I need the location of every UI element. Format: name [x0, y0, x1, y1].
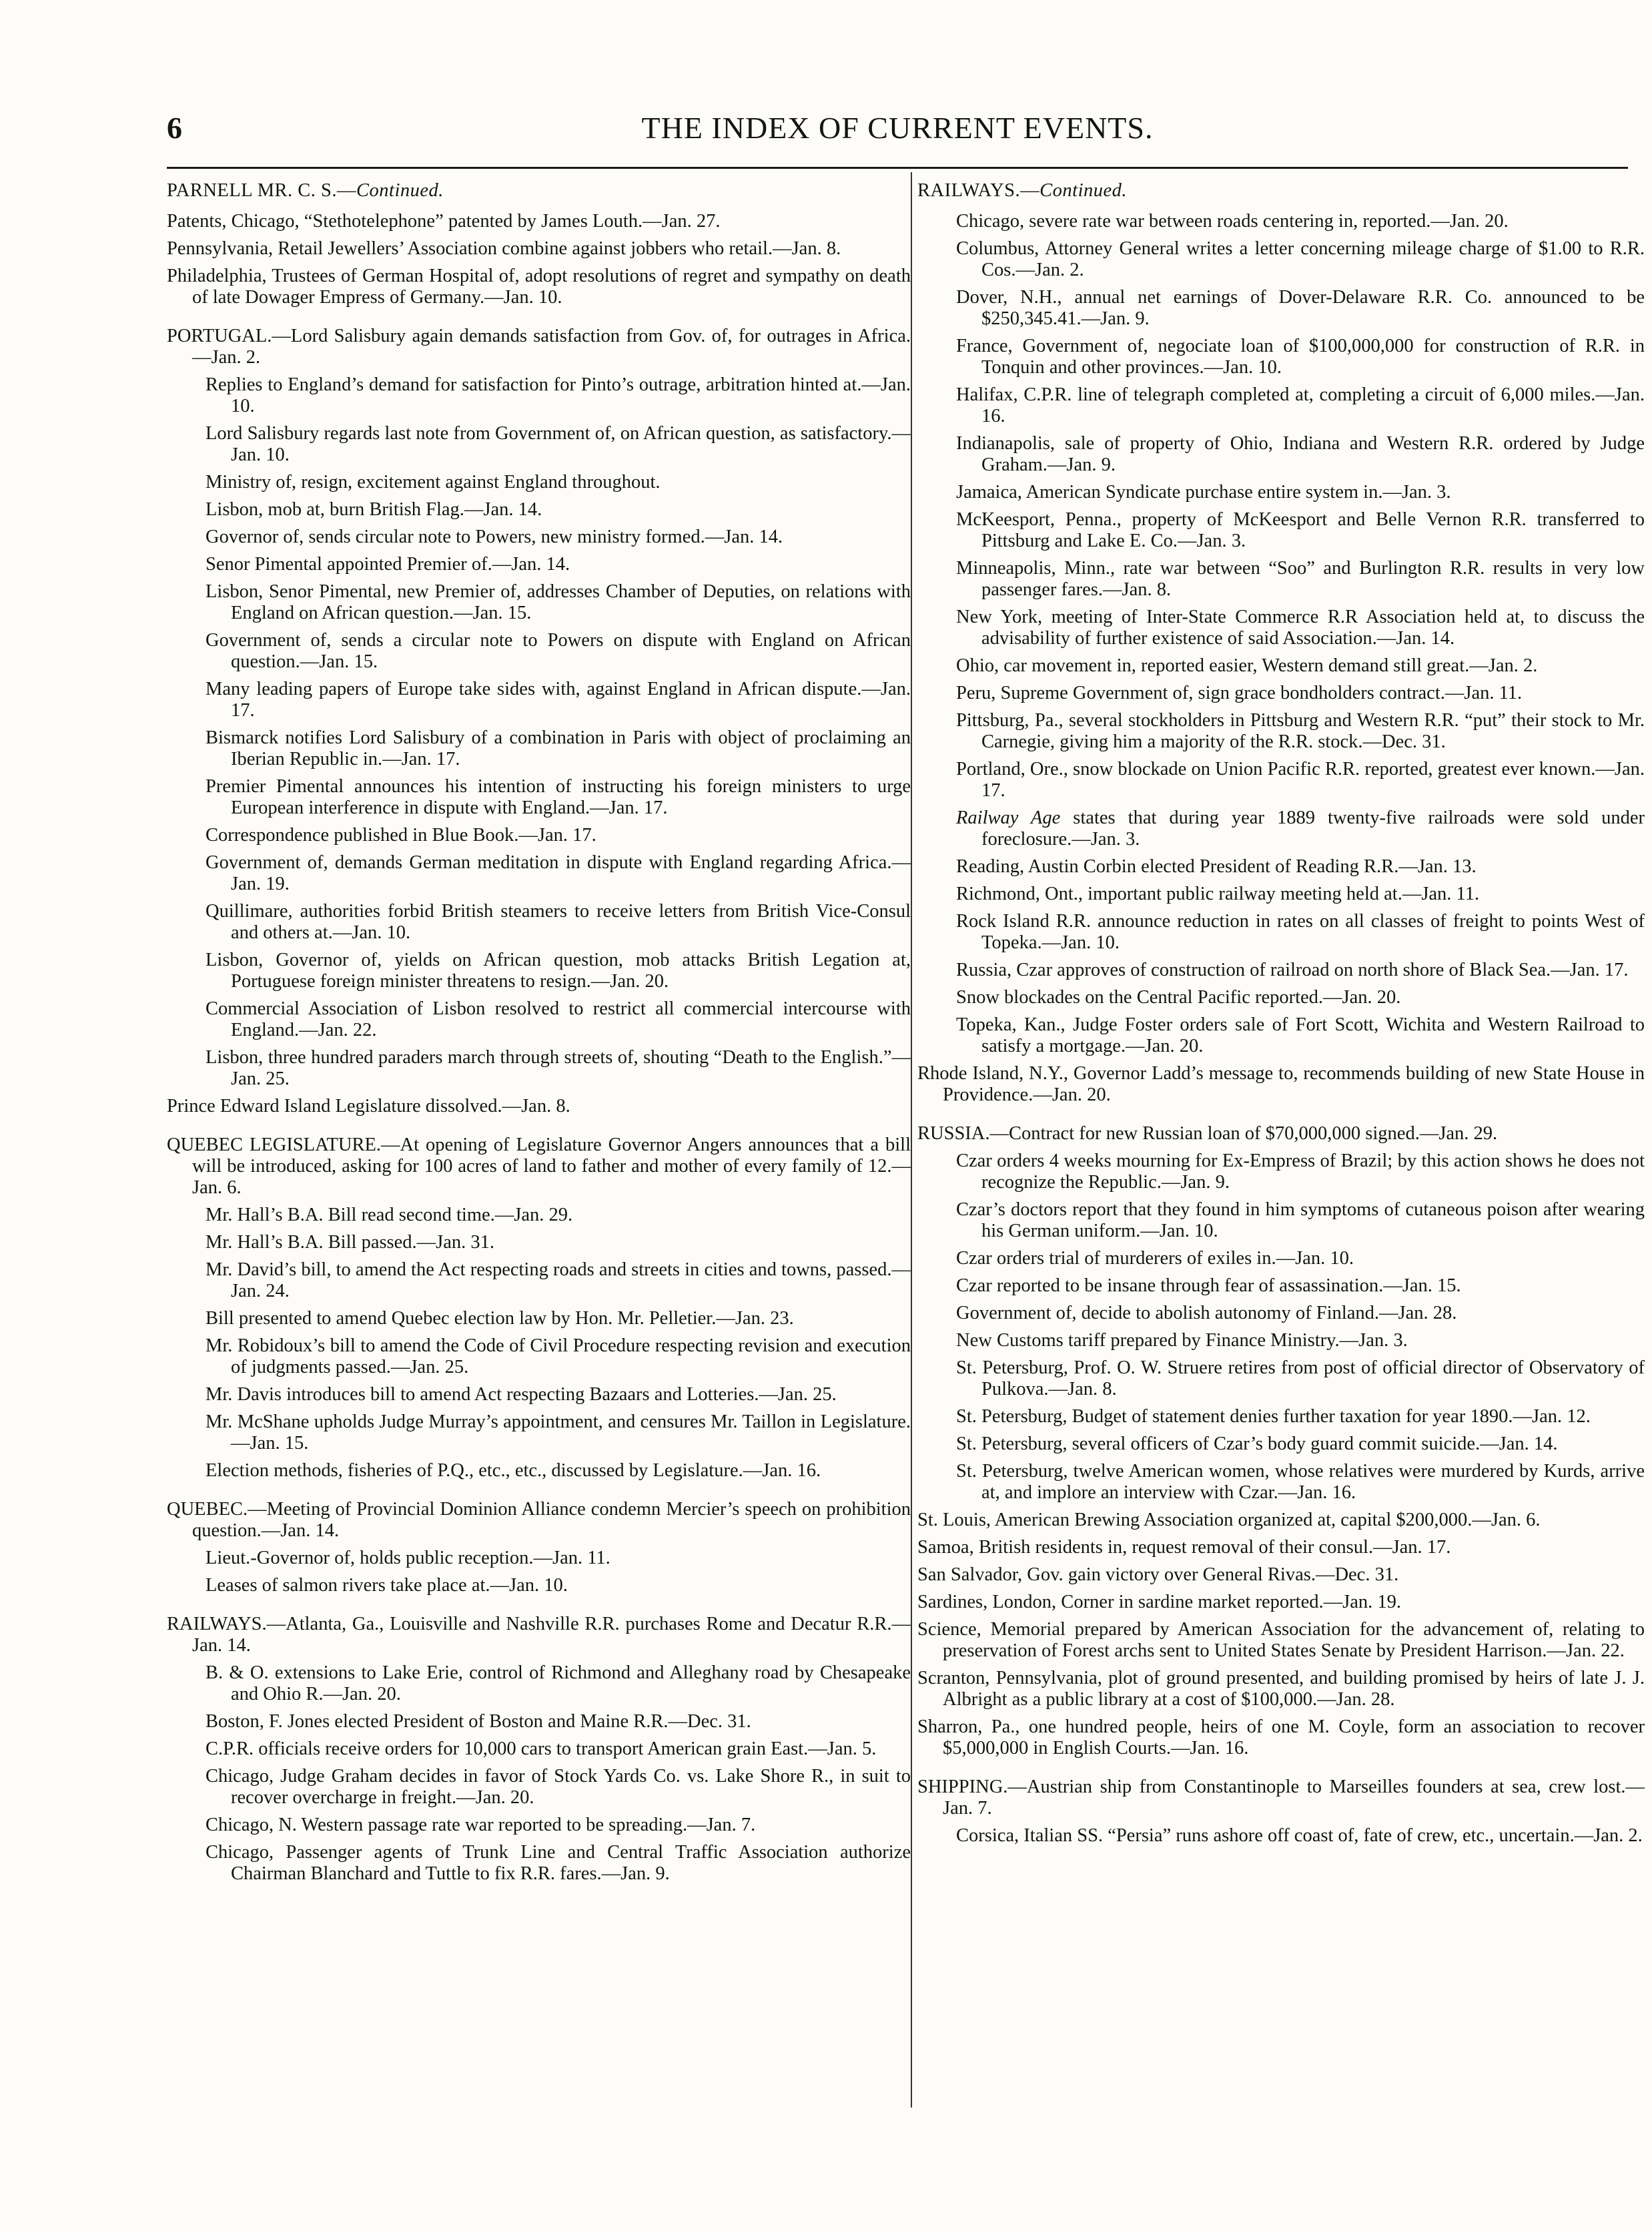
entry-text: C.P.R. officials receive orders for 10,000 cars to transport American grain East.—Jan. 5.: [205, 1738, 877, 1759]
entry-text: RUSSIA.—Contract for new Russian loan of $70,000,000 signed.—Jan. 29.: [917, 1123, 1498, 1144]
index-subentry: [917, 710, 1645, 753]
entry-text: Pennsylvania, Retail Jewellers’ Association combine against jobbers who retail.—Jan. 8.: [167, 238, 841, 259]
page-header: [167, 110, 1628, 158]
index-subentry: [917, 1357, 1645, 1400]
entry-text: Mr. Robidoux’s bill to amend the Code of Civil Procedure respecting revision and execution of judgments passed.—Jan. 25.: [205, 1335, 911, 1377]
entry-text: Bismarck notifies Lord Salisbury of a combination in Paris with object of proclaiming an Iberian Republic in.—Jan. 17.: [205, 727, 911, 769]
entry-text: Correspondence published in Blue Book.—Jan. 17.: [205, 825, 596, 846]
entry-text: Premier Pimental announces his intention of instructing his foreign ministers to urge European interference in dispute with England.—Jan. 17.: [205, 776, 911, 818]
index-subentry: [167, 1662, 911, 1705]
index-subentry: [167, 776, 911, 819]
column-divider: [911, 172, 912, 2108]
entry-text: France, Government of, negociate loan of $100,000,000 for construction of R.R. in Tonquin and other provinces.—Jan. 10.: [956, 336, 1645, 378]
index-subentry: [167, 950, 911, 992]
entry-text: Boston, F. Jones elected President of Boston and Maine R.R.—Dec. 31.: [205, 1711, 751, 1732]
entry-text: Philadelphia, Trustees of German Hospital of, adopt resolutions of regret and sympathy on death of late Dowager Empress of Germany.—Jan. 10.: [167, 266, 911, 308]
index-subentry: [167, 1575, 911, 1596]
entry-text: Chicago, N. Western passage rate war reported to be spreading.—Jan. 7.: [205, 1815, 756, 1835]
index-subentry: [917, 1151, 1645, 1193]
entry-text: RAILWAYS.—Atlanta, Ga., Louisville and Nashville R.R. purchases Rome and Decatur R.R.—Jan. 14.: [167, 1614, 911, 1656]
index-subentry: [167, 1815, 911, 1836]
index-subentry: [917, 1461, 1645, 1504]
index-subentry: [167, 554, 911, 575]
entry-text: Peru, Supreme Government of, sign grace bondholders contract.—Jan. 11.: [956, 683, 1523, 703]
section-heading: [917, 180, 1645, 202]
page-number: 6: [167, 111, 182, 145]
index-entry: [167, 211, 911, 232]
entry-text: Czar reported to be insane through fear of assassination.—Jan. 15.: [956, 1275, 1461, 1296]
entry-text: Topeka, Kan., Judge Foster orders sale of Fort Scott, Wichita and Western Railroad to satisfy a mortgage.—Jan. 20.: [956, 1014, 1645, 1056]
entry-italic: Railway Age: [956, 808, 1061, 828]
index-subentry: [167, 1738, 911, 1760]
entry-text: Election methods, fisheries of P.Q., etc., etc., discussed by Legislature.—Jan. 16.: [205, 1460, 821, 1481]
index-subentry: [167, 1411, 911, 1454]
entry-text: Mr. Hall’s B.A. Bill read second time.—Jan. 29.: [205, 1205, 573, 1225]
index-subentry: [917, 1406, 1645, 1427]
index-subentry: [917, 759, 1645, 802]
page-title: THE INDEX OF CURRENT EVENTS.: [641, 111, 1154, 145]
entry-text: Government of, demands German meditation in dispute with England regarding Africa.—Jan. 19.: [205, 852, 911, 894]
index-subentry: [167, 374, 911, 417]
index-subentry: [167, 1384, 911, 1405]
entry-text: Scranton, Pennsylvania, plot of ground presented, and building promised by heirs of late J. J. Albright as a public library at a cost of $100,000.—Jan. 28.: [917, 1668, 1645, 1710]
entry-text: SHIPPING.—Austrian ship from Constantinople to Marseilles founders at sea, crew lost.—Jan. 7.: [917, 1777, 1645, 1819]
index-entry: [917, 1510, 1645, 1531]
entry-text: Columbus, Attorney General writes a letter concerning mileage charge of $1.00 to R.R. Cos.—Jan. 2.: [956, 238, 1645, 280]
index-subentry: [917, 1303, 1645, 1324]
entry-text: St. Petersburg, twelve American women, whose relatives were murdered by Kurds, arrive at, and implore an interview with Czar.—Jan. 16.: [956, 1461, 1645, 1503]
index-entry: [167, 266, 911, 308]
entry-text: Patents, Chicago, “Stethotelephone” patented by James Louth.—Jan. 27.: [167, 211, 721, 232]
index-entry: [167, 326, 911, 368]
entry-text: Bill presented to amend Quebec election law by Hon. Mr. Pelletier.—Jan. 23.: [205, 1308, 794, 1329]
index-entry: [917, 1123, 1645, 1145]
section-heading: [167, 180, 911, 202]
entry-text: Leases of salmon rivers take place at.—Jan. 10.: [205, 1575, 568, 1596]
index-subentry: [167, 1460, 911, 1482]
index-subentry: [917, 884, 1645, 905]
entry-text: Chicago, severe rate war between roads centering in, reported.—Jan. 20.: [956, 211, 1509, 232]
index-entry: [917, 1619, 1645, 1662]
entry-text: Government of, sends a circular note to Powers on dispute with England on African question.—Jan. 15.: [205, 630, 911, 672]
entry-text: Chicago, Judge Graham decides in favor of Stock Yards Co. vs. Lake Shore R., in suit to recover overcharge in freight.—Jan. 20.: [205, 1766, 911, 1808]
index-subentry: [917, 856, 1645, 878]
entry-text: Replies to England’s demand for satisfaction for Pinto’s outrage, arbitration hinted at.—Jan. 10.: [205, 374, 911, 416]
entry-text: Portland, Ore., snow blockade on Union Pacific R.R. reported, greatest ever known.—Jan. 17.: [956, 759, 1645, 801]
index-subentry: [167, 727, 911, 770]
index-subentry: [917, 1330, 1645, 1351]
index-subentry: [917, 1433, 1645, 1455]
entry-text: Richmond, Ont., important public railway meeting held at.—Jan. 11.: [956, 884, 1480, 904]
entry-text: Russia, Czar approves of construction of railroad on north shore of Black Sea.—Jan. 17.: [956, 960, 1629, 980]
index-subentry: [167, 472, 911, 493]
entry-text: QUEBEC LEGISLATURE.—At opening of Legislature Governor Angers announces that a bill will be introduced, asking for 100 acres of land to father and mother of every family of 12.—Jan. 6.: [167, 1135, 911, 1198]
index-subentry: [167, 1548, 911, 1569]
index-subentry: [917, 607, 1645, 649]
index-subentry: [917, 238, 1645, 281]
entry-text: Halifax, C.P.R. line of telegraph completed at, completing a circuit of 6,000 miles.—Jan. 16.: [956, 384, 1645, 426]
entry-text: Quillimare, authorities forbid British steamers to receive letters from British Vice-Consul and others at.—Jan. 10.: [205, 901, 911, 943]
entry-text: Sardines, London, Corner in sardine market reported.—Jan. 19.: [917, 1592, 1401, 1612]
index-subentry: [917, 1014, 1645, 1057]
index-subentry: [167, 1259, 911, 1302]
index-subentry: [167, 581, 911, 624]
entry-text: Governor of, sends circular note to Powers, new ministry formed.—Jan. 14.: [205, 527, 783, 547]
entry-text: Mr. McShane upholds Judge Murray’s appointment, and censures Mr. Taillon in Legislature.—Jan. 15.: [205, 1411, 911, 1454]
index-subentry: [917, 960, 1645, 981]
index-subentry: [917, 509, 1645, 552]
header-rule: [167, 167, 1628, 169]
index-entry: [167, 1135, 911, 1199]
index-subentry: [167, 901, 911, 944]
heading-label: RAILWAYS.—: [917, 180, 1040, 201]
index-subentry: [917, 433, 1645, 476]
entry-text: Czar orders 4 weeks mourning for Ex-Empress of Brazil; by this action shows he does not recognize the Republic.—Jan. 9.: [956, 1151, 1645, 1193]
entry-text: Science, Memorial prepared by American Association for the advancement of, relating to preservation of Forest archs sent to United States Senate by President Harrison.—Jan. 22.: [917, 1619, 1645, 1661]
index-entry: [917, 1592, 1645, 1613]
entry-text: Commercial Association of Lisbon resolved to restrict all commercial intercourse with England.—Jan. 22.: [205, 998, 911, 1040]
index-subentry: [167, 852, 911, 895]
index-subentry: [917, 558, 1645, 601]
entry-text: Rock Island R.R. announce reduction in rates on all classes of freight to points West of Topeka.—Jan. 10.: [956, 911, 1645, 953]
entry-text: St. Louis, American Brewing Association organized at, capital $200,000.—Jan. 6.: [917, 1510, 1541, 1530]
index-subentry: [917, 1199, 1645, 1242]
index-subentry: [917, 384, 1645, 427]
index-subentry: [917, 655, 1645, 677]
entry-text: Mr. Hall’s B.A. Bill passed.—Jan. 31.: [205, 1232, 495, 1253]
index-subentry: [167, 423, 911, 466]
left-column: [167, 180, 911, 1891]
index-subentry: [917, 1275, 1645, 1297]
entry-text: Mr. Davis introduces bill to amend Act respecting Bazaars and Lotteries.—Jan. 25.: [205, 1384, 837, 1405]
entry-text: Lieut.-Governor of, holds public reception.—Jan. 11.: [205, 1548, 610, 1568]
entry-text: Sharron, Pa., one hundred people, heirs of one M. Coyle, form an association to recover $5,000,000 in English Courts.—Jan. 16.: [917, 1716, 1645, 1759]
entry-text: Lisbon, mob at, burn British Flag.—Jan. 14.: [205, 499, 542, 520]
index-entry: [917, 1777, 1645, 1819]
index-subentry: [167, 679, 911, 721]
index-subentry: [917, 911, 1645, 954]
index-subentry: [167, 527, 911, 548]
index-entry: [917, 1716, 1645, 1759]
entry-text: QUEBEC.—Meeting of Provincial Dominion Alliance condemn Mercier’s speech on prohibition question.—Jan. 14.: [167, 1499, 911, 1541]
entry-text: Ohio, car movement in, reported easier, Western demand still great.—Jan. 2.: [956, 655, 1538, 676]
index-subentry: [167, 1047, 911, 1090]
entry-text: Czar’s doctors report that they found in him symptoms of cutaneous poison after wearing his German uniform.—Jan. 10.: [956, 1199, 1645, 1241]
entry-text: Prince Edward Island Legislature dissolved.—Jan. 8.: [167, 1096, 570, 1116]
entry-text: Chicago, Passenger agents of Trunk Line and Central Traffic Association authorize Chairman Blanchard and Tuttle to fix R.R. fares.—Jan. 9.: [205, 1842, 911, 1884]
index-entry: [917, 1668, 1645, 1710]
index-subentry: [917, 336, 1645, 378]
index-entry: [167, 1614, 911, 1656]
index-subentry: [917, 1825, 1645, 1847]
index-entry: [167, 1499, 911, 1542]
entry-text: Lisbon, Governor of, yields on African question, mob attacks British Legation at, Portuguese foreign minister threatens to resign.—Jan. 20.: [205, 950, 911, 992]
entry-text: Dover, N.H., annual net earnings of Dover-Delaware R.R. Co. announced to be $250,345.41.—Jan. 9.: [956, 287, 1645, 329]
entry-text: B. & O. extensions to Lake Erie, control of Richmond and Alleghany road by Chesapeake and Ohio R.—Jan. 20.: [205, 1662, 911, 1704]
right-column: [917, 180, 1645, 1853]
heading-continued: Continued.: [356, 180, 444, 201]
entry-text: New Customs tariff prepared by Finance Ministry.—Jan. 3.: [956, 1330, 1408, 1351]
index-subentry: [167, 499, 911, 521]
index-entry: [917, 1063, 1645, 1106]
index-subentry: [167, 998, 911, 1041]
entry-text: New York, meeting of Inter-State Commerce R.R Association held at, to discuss the advisability of further existence of said Association.—Jan. 14.: [956, 607, 1645, 649]
index-subentry: [917, 987, 1645, 1008]
index-subentry: [917, 482, 1645, 503]
entry-text: Czar orders trial of murderers of exiles in.—Jan. 10.: [956, 1248, 1354, 1269]
entry-text: Snow blockades on the Central Pacific reported.—Jan. 20.: [956, 987, 1401, 1008]
entry-text: Lisbon, three hundred paraders march through streets of, shouting “Death to the English.”—Jan. 25.: [205, 1047, 911, 1089]
entry-text: St. Petersburg, Budget of statement denies further taxation for year 1890.—Jan. 12.: [956, 1406, 1591, 1427]
index-subentry: [167, 1232, 911, 1253]
entry-text: Ministry of, resign, excitement against England throughout.: [205, 472, 661, 493]
entry-text: Lord Salisbury regards last note from Government of, on African question, as satisfactory.—Jan. 10.: [205, 423, 911, 465]
index-subentry: [917, 211, 1645, 232]
index-entry: [917, 1537, 1645, 1558]
entry-text: McKeesport, Penna., property of McKeesport and Belle Vernon R.R. transferred to Pittsburg and Lake E. Co.—Jan. 3.: [956, 509, 1645, 551]
entry-text: Minneapolis, Minn., rate war between “Soo” and Burlington R.R. results in very low passenger fares.—Jan. 8.: [956, 558, 1645, 600]
index-subentry: [167, 825, 911, 846]
entry-text: Corsica, Italian SS. “Persia” runs ashore off coast of, fate of crew, etc., uncertain.—Jan. 2.: [956, 1825, 1643, 1846]
entry-text: Rhode Island, N.Y., Governor Ladd’s message to, recommends building of new State House in Providence.—Jan. 20.: [917, 1063, 1645, 1105]
index-subentry: [917, 808, 1645, 850]
entry-text: Indianapolis, sale of property of Ohio, Indiana and Western R.R. ordered by Judge Graham.—Jan. 9.: [956, 433, 1645, 475]
entry-text: Government of, decide to abolish autonomy of Finland.—Jan. 28.: [956, 1303, 1457, 1323]
index-subentry: [917, 683, 1645, 704]
entry-text: Mr. David’s bill, to amend the Act respecting roads and streets in cities and towns, passed.—Jan. 24.: [205, 1259, 911, 1301]
index-subentry: [167, 1308, 911, 1329]
index-subentry: [917, 287, 1645, 330]
entry-text: St. Petersburg, several officers of Czar’s body guard commit suicide.—Jan. 14.: [956, 1433, 1558, 1454]
index-entry: [917, 1564, 1645, 1586]
index-subentry: [167, 1335, 911, 1378]
heading-continued: Continued.: [1040, 180, 1128, 201]
index-subentry: [167, 1711, 911, 1732]
index-subentry: [167, 1766, 911, 1809]
index-entry: [167, 1096, 911, 1117]
entry-text: Pittsburg, Pa., several stockholders in Pittsburg and Western R.R. “put” their stock to Mr. Carnegie, giving him a majority of the R.R. stock.—Dec. 31.: [956, 710, 1645, 752]
entry-text: Many leading papers of Europe take sides with, against England in African dispute.—Jan. 17.: [205, 679, 911, 721]
index-subentry: [167, 1205, 911, 1226]
heading-label: PARNELL MR. C. S.—: [167, 180, 357, 201]
entry-text: Jamaica, American Syndicate purchase entire system in.—Jan. 3.: [956, 482, 1451, 503]
entry-text: Samoa, British residents in, request removal of their consul.—Jan. 17.: [917, 1537, 1451, 1558]
entry-text: Reading, Austin Corbin elected President of Reading R.R.—Jan. 13.: [956, 856, 1477, 877]
entry-text: Lisbon, Senor Pimental, new Premier of, addresses Chamber of Deputies, on relations with England on African question.—Jan. 15.: [205, 581, 911, 623]
entry-text: San Salvador, Gov. gain victory over General Rivas.—Dec. 31.: [917, 1564, 1399, 1585]
entry-text: states that during year 1889 twenty-five railroads were sold under foreclosure.—Jan. 3.: [981, 808, 1645, 850]
index-entry: [167, 238, 911, 260]
entry-text: PORTUGAL.—Lord Salisbury again demands satisfaction from Gov. of, for outrages in Africa.—Jan. 2.: [167, 326, 911, 368]
entry-text: Senor Pimental appointed Premier of.—Jan. 14.: [205, 554, 570, 575]
index-subentry: [917, 1248, 1645, 1269]
index-subentry: [167, 1842, 911, 1885]
entry-text: St. Petersburg, Prof. O. W. Struere retires from post of official director of Observatory of Pulkova.—Jan. 8.: [956, 1357, 1645, 1399]
index-subentry: [167, 630, 911, 673]
